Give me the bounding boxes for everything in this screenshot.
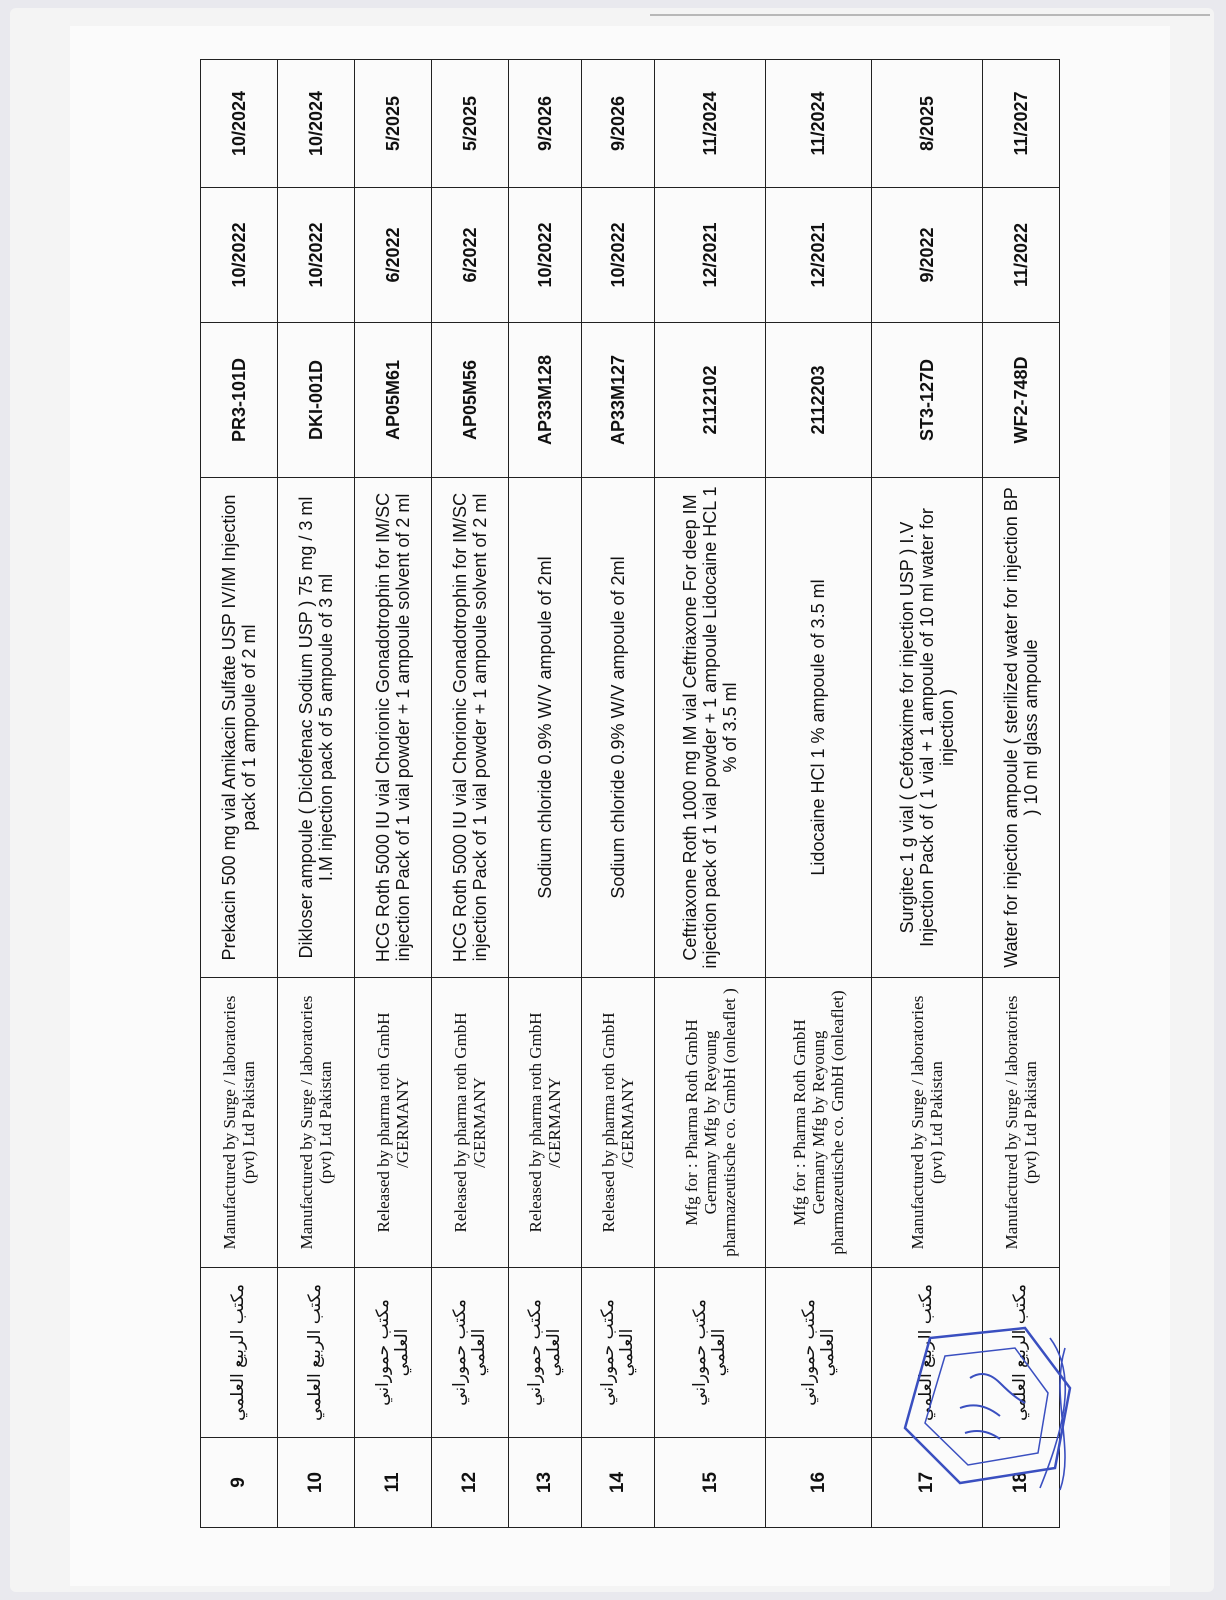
manufacture-date-cell: 12/2021 xyxy=(766,188,871,323)
batch-number-cell: PR3-101D xyxy=(201,323,278,478)
product-description-cell: Prekacin 500 mg vial Amikacin Sulfate USP IV/IM Injection pack of 1 ampoule of 2 ml xyxy=(201,478,278,978)
scan-edge-line xyxy=(650,14,1210,16)
rotated-table-wrapper xyxy=(200,60,1060,1528)
row-number-cell: 12 xyxy=(431,1438,508,1528)
product-description-cell: Sodium chloride 0.9% W/V ampoule of 2ml xyxy=(508,478,581,978)
row-number-cell: 13 xyxy=(508,1438,581,1528)
manufacturer-cell: Released by pharma roth GmbH /GERMANY xyxy=(431,978,508,1268)
batch-number-cell: AP33M128 xyxy=(508,323,581,478)
manufacturer-cell: Mfg for : Pharma Roth GmbH Germany Mfg by Reyoung pharmazeutische co. GmbH (onleaflet ) xyxy=(655,978,766,1268)
table-row xyxy=(871,60,982,1528)
expiry-date-cell: 9/2026 xyxy=(581,60,654,188)
table-row xyxy=(655,60,766,1528)
table-row xyxy=(354,60,431,1528)
manufacture-date-cell: 10/2022 xyxy=(201,188,278,323)
batch-number-cell: AP05M61 xyxy=(354,323,431,478)
product-description-cell: Lidocaine HCl 1 % ampoule of 3.5 ml xyxy=(766,478,871,978)
office-name-cell: مكتب حموراني العلمي xyxy=(431,1268,508,1438)
expiry-date-cell: 11/2024 xyxy=(766,60,871,188)
row-number-cell: 10 xyxy=(277,1438,354,1528)
table-row xyxy=(982,60,1059,1528)
office-name-cell: مكتب الربيع العلمي xyxy=(201,1268,278,1438)
product-description-cell: HCG Roth 5000 IU vial Chorionic Gonadotrophin for IM/SC injection Pack of 1 vial powder + 1 ampoule solvent of 2 ml xyxy=(354,478,431,978)
manufacture-date-cell: 10/2022 xyxy=(508,188,581,323)
product-description-cell: Dikloser ampoule ( Diclofenac Sodium USP ) 75 mg / 3 ml I.M injection pack of 5 ampoule of 3 ml xyxy=(277,478,354,978)
medicine-table-body xyxy=(201,60,1060,1528)
row-number-cell: 15 xyxy=(655,1438,766,1528)
expiry-date-cell: 10/2024 xyxy=(201,60,278,188)
office-name-cell: مكتب حموراني العلمي xyxy=(508,1268,581,1438)
manufacturer-cell: Released by pharma roth GmbH /GERMANY xyxy=(354,978,431,1268)
row-number-cell: 14 xyxy=(581,1438,654,1528)
manufacture-date-cell: 12/2021 xyxy=(655,188,766,323)
manufacturer-cell: Manufactured by Surge / laboratories (pvt) Ltd Pakistan xyxy=(982,978,1059,1268)
office-name-cell: مكتب الربيع العلمي xyxy=(277,1268,354,1438)
batch-number-cell: AP05M56 xyxy=(431,323,508,478)
page-background xyxy=(10,8,1214,1592)
row-number-cell: 18 xyxy=(982,1438,1059,1528)
row-number-cell: 9 xyxy=(201,1438,278,1528)
expiry-date-cell: 11/2024 xyxy=(655,60,766,188)
table-row xyxy=(508,60,581,1528)
batch-number-cell: DKI-001D xyxy=(277,323,354,478)
manufacture-date-cell: 11/2022 xyxy=(982,188,1059,323)
manufacture-date-cell: 10/2022 xyxy=(581,188,654,323)
office-name-cell: مكتب الربيع العلمي xyxy=(871,1268,982,1438)
batch-number-cell: AP33M127 xyxy=(581,323,654,478)
office-name-cell: مكتب حموراني العلمي xyxy=(766,1268,871,1438)
medicine-table xyxy=(200,59,1060,1528)
product-description-cell: HCG Roth 5000 IU vial Chorionic Gonadotrophin for IM/SC injection Pack of 1 vial powder + 1 ampoule solvent of 2 ml xyxy=(431,478,508,978)
product-description-cell: Ceftriaxone Roth 1000 mg IM vial Ceftriaxone For deep IM injection pack of 1 vial powder + 1 ampoule Lidocaine HCL 1 % of 3.5 ml xyxy=(655,478,766,978)
office-name-cell: مكتب حموراني العلمي xyxy=(655,1268,766,1438)
row-number-cell: 17 xyxy=(871,1438,982,1528)
manufacture-date-cell: 6/2022 xyxy=(354,188,431,323)
table-row xyxy=(277,60,354,1528)
batch-number-cell: 2112203 xyxy=(766,323,871,478)
product-description-cell: Surgitec 1 g vial ( Cefotaxime for injection USP ) I.V Injection Pack of ( 1 vial + 1 ampoule of 10 ml water for injection ) xyxy=(871,478,982,978)
table-row xyxy=(766,60,871,1528)
office-name-cell: مكتب الربيع العلمي xyxy=(982,1268,1059,1438)
table-row xyxy=(581,60,654,1528)
expiry-date-cell: 5/2025 xyxy=(354,60,431,188)
manufacturer-cell: Mfg for : Pharma Roth GmbH Germany Mfg by Reyoung pharmazeutische co. GmbH (onleaflet) xyxy=(766,978,871,1268)
manufacturer-cell: Released by pharma roth GmbH /GERMANY xyxy=(508,978,581,1268)
expiry-date-cell: 9/2026 xyxy=(508,60,581,188)
product-description-cell: Sodium chloride 0.9% W/V ampoule of 2ml xyxy=(581,478,654,978)
expiry-date-cell: 5/2025 xyxy=(431,60,508,188)
manufacture-date-cell: 10/2022 xyxy=(277,188,354,323)
expiry-date-cell: 8/2025 xyxy=(871,60,982,188)
office-name-cell: مكتب حموراني العلمي xyxy=(354,1268,431,1438)
table-row xyxy=(201,60,278,1528)
manufacturer-cell: Released by pharma roth GmbH /GERMANY xyxy=(581,978,654,1268)
product-description-cell: Water for injection ampoule ( sterilized water for injection BP ) 10 ml glass ampoule xyxy=(982,478,1059,978)
manufacture-date-cell: 6/2022 xyxy=(431,188,508,323)
manufacturer-cell: Manufactured by Surge / laboratories (pvt) Ltd Pakistan xyxy=(871,978,982,1268)
row-number-cell: 16 xyxy=(766,1438,871,1528)
office-name-cell: مكتب حموراني العلمي xyxy=(581,1268,654,1438)
expiry-date-cell: 11/2027 xyxy=(982,60,1059,188)
batch-number-cell: 2112102 xyxy=(655,323,766,478)
manufacture-date-cell: 9/2022 xyxy=(871,188,982,323)
expiry-date-cell: 10/2024 xyxy=(277,60,354,188)
table-row xyxy=(431,60,508,1528)
batch-number-cell: WF2-748D xyxy=(982,323,1059,478)
batch-number-cell: ST3-127D xyxy=(871,323,982,478)
manufacturer-cell: Manufactured by Surge / laboratories (pvt) Ltd Pakistan xyxy=(277,978,354,1268)
manufacturer-cell: Manufactured by Surge / laboratories (pvt) Ltd Pakistan xyxy=(201,978,278,1268)
row-number-cell: 11 xyxy=(354,1438,431,1528)
